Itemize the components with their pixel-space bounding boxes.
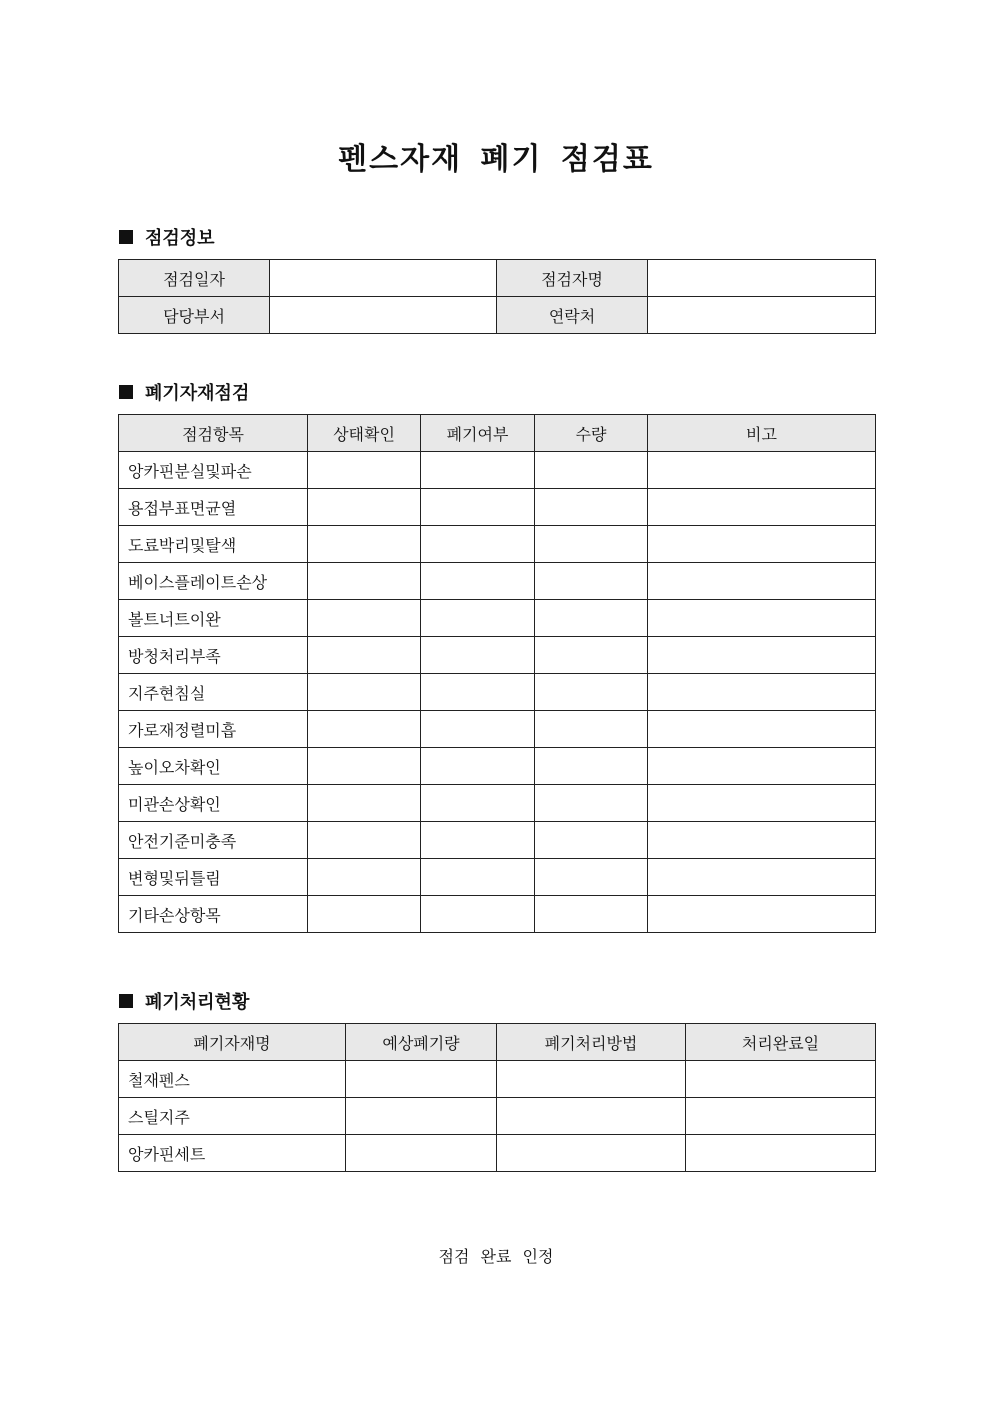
- column-header: 폐기여부: [421, 415, 535, 452]
- completion-confirmation-text: 점검 완료 인정: [438, 1247, 554, 1266]
- quantity-cell[interactable]: [535, 674, 648, 711]
- quantity-cell[interactable]: [535, 896, 648, 933]
- disposal-table: [118, 1023, 876, 1172]
- status-check-cell[interactable]: [308, 674, 421, 711]
- table-row: [119, 637, 876, 674]
- inspection-item-label: 볼트너트이완: [119, 600, 308, 637]
- inspection-item-label: 가로재정렬미흡: [119, 711, 308, 748]
- info-label: 담당부서: [119, 297, 270, 334]
- disposal-flag-cell[interactable]: [421, 563, 535, 600]
- status-check-cell[interactable]: [308, 785, 421, 822]
- status-check-cell[interactable]: [308, 896, 421, 933]
- quantity-cell[interactable]: [535, 785, 648, 822]
- table-row: [119, 1061, 876, 1098]
- inspection-item-label: 기타손상항목: [119, 896, 308, 933]
- status-check-cell[interactable]: [308, 600, 421, 637]
- quantity-cell[interactable]: [535, 526, 648, 563]
- table-header-row: [119, 1024, 876, 1061]
- status-check-cell[interactable]: [308, 822, 421, 859]
- contact-field[interactable]: [648, 297, 876, 334]
- remarks-cell[interactable]: [648, 859, 876, 896]
- disposal-method-cell[interactable]: [497, 1061, 686, 1098]
- info-label: 연락처: [497, 297, 648, 334]
- inspection-table: [118, 414, 876, 933]
- material-name-label: 앙카핀세트: [119, 1135, 346, 1172]
- remarks-cell[interactable]: [648, 489, 876, 526]
- status-check-cell[interactable]: [308, 859, 421, 896]
- column-header: 예상폐기량: [346, 1024, 497, 1061]
- square-bullet-icon: [119, 385, 133, 399]
- status-check-cell[interactable]: [308, 452, 421, 489]
- column-header: 비고: [648, 415, 876, 452]
- quantity-cell[interactable]: [535, 563, 648, 600]
- disposal-flag-cell[interactable]: [421, 600, 535, 637]
- department-field[interactable]: [270, 297, 497, 334]
- quantity-cell[interactable]: [535, 600, 648, 637]
- table-row: [119, 822, 876, 859]
- info-row: [119, 297, 876, 334]
- disposal-flag-cell[interactable]: [421, 748, 535, 785]
- table-row: [119, 600, 876, 637]
- status-check-cell[interactable]: [308, 526, 421, 563]
- inspection-item-label: 지주현침실: [119, 674, 308, 711]
- section-heading-info: [119, 224, 215, 250]
- section-heading-label: 폐기처리현황: [145, 992, 250, 1013]
- section-heading-label: 폐기자재점검: [145, 383, 250, 404]
- status-check-cell[interactable]: [308, 711, 421, 748]
- section-heading-inspection: [119, 379, 249, 405]
- table-header-row: [119, 415, 876, 452]
- status-check-cell[interactable]: [308, 563, 421, 600]
- completion-date-cell[interactable]: [686, 1061, 876, 1098]
- column-header: 점검항목: [119, 415, 308, 452]
- inspection-item-label: 베이스플레이트손상: [119, 563, 308, 600]
- quantity-cell[interactable]: [535, 822, 648, 859]
- disposal-flag-cell[interactable]: [421, 489, 535, 526]
- expected-amount-cell[interactable]: [346, 1098, 497, 1135]
- remarks-cell[interactable]: [648, 452, 876, 489]
- disposal-flag-cell[interactable]: [421, 526, 535, 563]
- table-row: [119, 748, 876, 785]
- quantity-cell[interactable]: [535, 711, 648, 748]
- section-heading-label: 점검정보: [145, 228, 215, 249]
- table-row: [119, 489, 876, 526]
- square-bullet-icon: [119, 230, 133, 244]
- disposal-flag-cell[interactable]: [421, 785, 535, 822]
- inspection-item-label: 미관손상확인: [119, 785, 308, 822]
- table-row: [119, 1098, 876, 1135]
- material-name-label: 스틸지주: [119, 1098, 346, 1135]
- inspection-item-label: 용접부표면균열: [119, 489, 308, 526]
- table-row: [119, 859, 876, 896]
- inspection-item-label: 앙카핀분실및파손: [119, 452, 308, 489]
- square-bullet-icon: [119, 994, 133, 1008]
- inspection-date-field[interactable]: [270, 260, 497, 297]
- remarks-cell[interactable]: [648, 637, 876, 674]
- status-check-cell[interactable]: [308, 489, 421, 526]
- expected-amount-cell[interactable]: [346, 1061, 497, 1098]
- quantity-cell[interactable]: [535, 489, 648, 526]
- disposal-method-cell[interactable]: [497, 1135, 686, 1172]
- info-label: 점검자명: [497, 260, 648, 297]
- remarks-cell[interactable]: [648, 822, 876, 859]
- material-name-label: 철재펜스: [119, 1061, 346, 1098]
- remarks-cell[interactable]: [648, 563, 876, 600]
- disposal-flag-cell[interactable]: [421, 896, 535, 933]
- table-row: [119, 526, 876, 563]
- inspection-item-label: 도료박리및탈색: [119, 526, 308, 563]
- disposal-flag-cell[interactable]: [421, 859, 535, 896]
- inspection-item-label: 변형및뒤틀림: [119, 859, 308, 896]
- disposal-flag-cell[interactable]: [421, 822, 535, 859]
- quantity-cell[interactable]: [535, 748, 648, 785]
- info-label: 점검일자: [119, 260, 270, 297]
- column-header: 폐기처리방법: [497, 1024, 686, 1061]
- quantity-cell[interactable]: [535, 452, 648, 489]
- disposal-flag-cell[interactable]: [421, 674, 535, 711]
- table-row: [119, 1135, 876, 1172]
- quantity-cell[interactable]: [535, 859, 648, 896]
- remarks-cell[interactable]: [648, 526, 876, 563]
- expected-amount-cell[interactable]: [346, 1135, 497, 1172]
- table-row: [119, 452, 876, 489]
- table-row: [119, 674, 876, 711]
- inspection-item-label: 방청처리부족: [119, 637, 308, 674]
- column-header: 상태확인: [308, 415, 421, 452]
- remarks-cell[interactable]: [648, 711, 876, 748]
- disposal-method-cell[interactable]: [497, 1098, 686, 1135]
- info-table: [118, 259, 876, 334]
- table-row: [119, 785, 876, 822]
- column-header: 수량: [535, 415, 648, 452]
- remarks-cell[interactable]: [648, 600, 876, 637]
- info-row: [119, 260, 876, 297]
- page-title: 펜스자재 폐기 점검표: [338, 142, 654, 177]
- table-row: [119, 563, 876, 600]
- table-row: [119, 896, 876, 933]
- disposal-flag-cell[interactable]: [421, 711, 535, 748]
- disposal-flag-cell[interactable]: [421, 637, 535, 674]
- completion-date-cell[interactable]: [686, 1098, 876, 1135]
- disposal-flag-cell[interactable]: [421, 452, 535, 489]
- table-row: [119, 711, 876, 748]
- remarks-cell[interactable]: [648, 748, 876, 785]
- remarks-cell[interactable]: [648, 896, 876, 933]
- status-check-cell[interactable]: [308, 748, 421, 785]
- completion-date-cell[interactable]: [686, 1135, 876, 1172]
- inspector-name-field[interactable]: [648, 260, 876, 297]
- inspection-item-label: 높이오차확인: [119, 748, 308, 785]
- column-header: 폐기자재명: [119, 1024, 346, 1061]
- inspection-item-label: 안전기준미충족: [119, 822, 308, 859]
- remarks-cell[interactable]: [648, 674, 876, 711]
- remarks-cell[interactable]: [648, 785, 876, 822]
- status-check-cell[interactable]: [308, 637, 421, 674]
- column-header: 처리완료일: [686, 1024, 876, 1061]
- quantity-cell[interactable]: [535, 637, 648, 674]
- section-heading-disposal: [119, 988, 249, 1014]
